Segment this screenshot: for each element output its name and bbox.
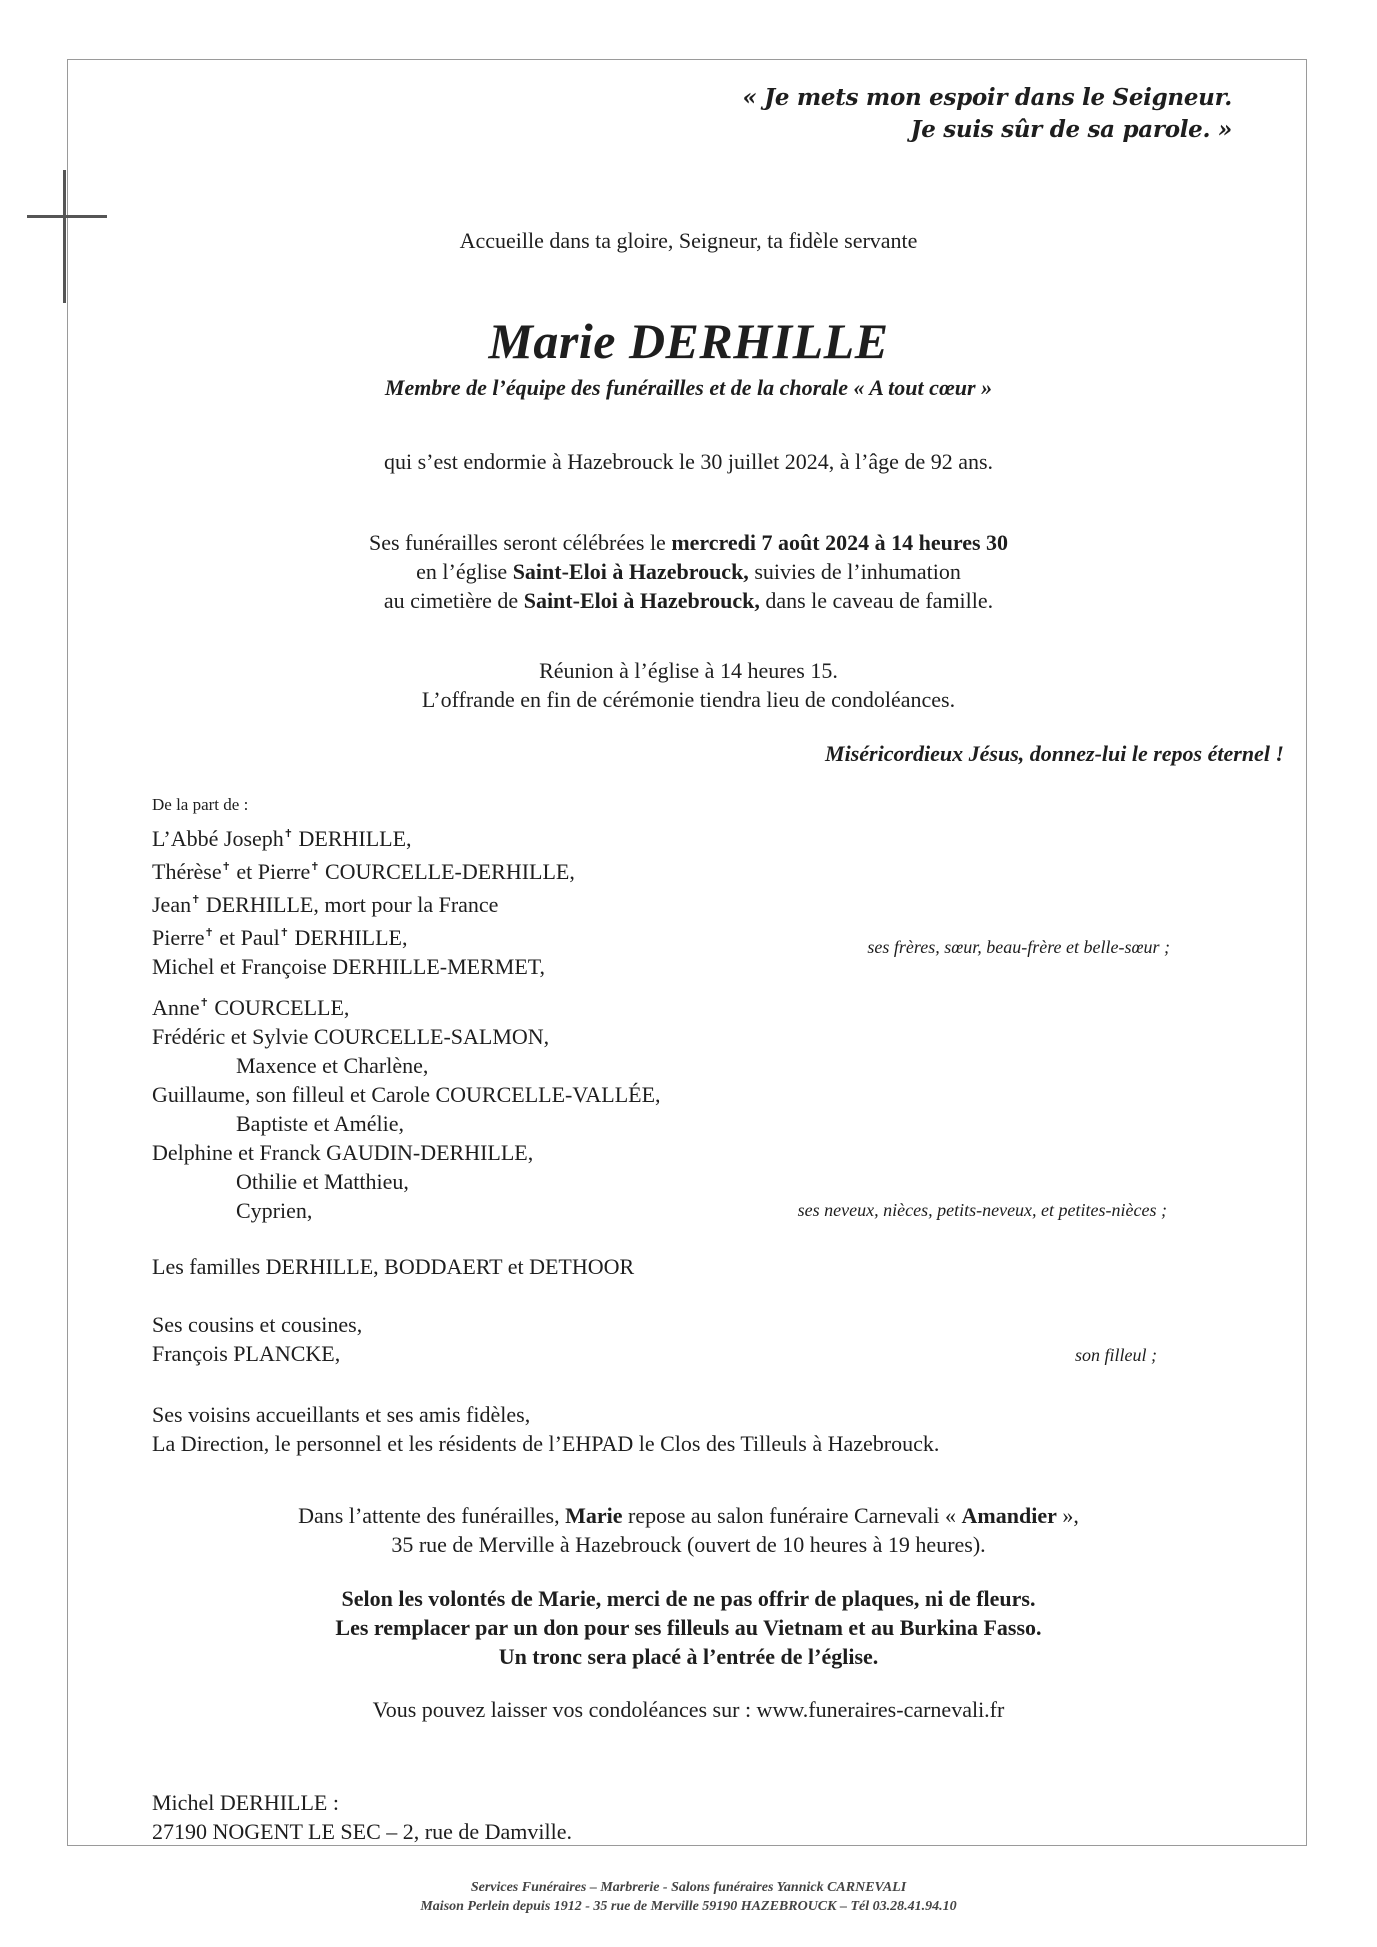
family-line: Pierre✝ et Paul✝ DERHILLE,: [152, 925, 408, 950]
epigraph-quote: [742, 82, 1232, 146]
family-line: Anne✝ COURCELLE,: [152, 995, 350, 1020]
wishes-line: Les remplacer par un don pour ses filleuls au Vietnam et au Burkina Fasso.: [335, 1615, 1042, 1640]
family-line: Baptiste et Amélie,: [236, 1111, 405, 1136]
cross-icon-bar: [27, 215, 107, 218]
funeral-line: Ses funérailles seront célébrées le mercredi 7 août 2024 à 14 heures 30: [368, 530, 1009, 555]
wishes-block: [0, 1584, 1377, 1671]
funeral-line: au cimetière de Saint-Eloi à Hazebrouck, dans le caveau de famille.: [383, 588, 994, 613]
neighbors-line: La Direction, le personnel et les résidents de l’EHPAD le Clos des Tilleuls à Hazebrouck.: [152, 1431, 940, 1456]
prayer-text: Miséricordieux Jésus, donnez-lui le repos éternel !: [825, 741, 1284, 766]
wishes-line: Un tronc sera placé à l’entrée de l’église.: [498, 1644, 879, 1669]
quote-line: « Je mets mon espoir dans le Seigneur.: [742, 84, 1232, 111]
family-line: Thérèse✝ et Pierre✝ COURCELLE-DERHILLE,: [152, 859, 575, 884]
condolences-text: Vous pouvez laisser vos condoléances sur : www.funeraires-carnevali.fr: [372, 1697, 1005, 1722]
family-line: L’Abbé Joseph✝ DERHILLE,: [152, 826, 412, 851]
family-line: Delphine et Franck GAUDIN-DERHILLE,: [152, 1140, 534, 1165]
neighbors-block: [152, 1400, 939, 1458]
cousins-line: François PLANCKE,: [152, 1341, 341, 1366]
family-line: Guillaume, son filleul et Carole COURCELLE-VALLÉE,: [152, 1082, 661, 1107]
footer-line: Services Funéraires – Marbrerie - Salons funéraires Yannick CARNEVALI: [470, 1880, 907, 1895]
meeting-line: Réunion à l’église à 14 heures 15.: [539, 658, 838, 683]
funeral-line: en l’église Saint-Eloi à Hazebrouck, suivies de l’inhumation: [416, 559, 961, 584]
salon-line: Dans l’attente des funérailles, Marie repose au salon funéraire Carnevali « Amandier »,: [298, 1503, 1079, 1528]
family-line: Michel et Françoise DERHILLE-MERMET,: [152, 954, 546, 979]
neighbors-line: Ses voisins accueillants et ses amis fidèles,: [152, 1402, 531, 1427]
relation-siblings: ses frères, sœur, beau-frère et belle-sœur ;: [867, 937, 1170, 957]
family-line: Cyprien,: [236, 1198, 313, 1223]
passing-text: qui s’est endormie à Hazebrouck le 30 juillet 2024, à l’âge de 92 ans.: [383, 449, 994, 474]
family-line: Jean✝ DERHILLE, mort pour la France: [152, 892, 499, 917]
family-group-1: [152, 820, 575, 981]
deceased-name: Marie DERHILLE: [488, 313, 889, 369]
footer-line: Maison Perlein depuis 1912 - 35 rue de Merville 59190 HAZEBROUCK – Tél 03.28.41.94.10: [420, 1899, 957, 1914]
salon-line: 35 rue de Merville à Hazebrouck (ouvert de 10 heures à 19 heures).: [391, 1532, 986, 1557]
wishes-line: Selon les volontés de Marie, merci de ne pas offrir de plaques, ni de fleurs.: [341, 1586, 1036, 1611]
intro-text: Accueille dans ta gloire, Seigneur, ta fidèle servante: [459, 228, 918, 253]
funeral-details: [0, 528, 1377, 615]
from-label: De la part de :: [152, 795, 249, 814]
cousins-line: Ses cousins et cousines,: [152, 1312, 363, 1337]
cousins-block: [152, 1310, 362, 1368]
contact-block: [152, 1788, 572, 1846]
family-line: Othilie et Matthieu,: [236, 1169, 409, 1194]
meeting-info: [0, 656, 1377, 714]
family-line: Maxence et Charlène,: [236, 1053, 429, 1078]
family-line: Frédéric et Sylvie COURCELLE-SALMON,: [152, 1024, 550, 1049]
quote-line: Je suis sûr de sa parole. »: [910, 116, 1232, 143]
salon-info: [0, 1501, 1377, 1559]
relation-godson: son filleul ;: [1075, 1345, 1157, 1365]
relation-nephews: ses neveux, nièces, petits-neveux, et petites-nièces ;: [797, 1200, 1167, 1220]
footer: [0, 1878, 1377, 1916]
contact-line: Michel DERHILLE :: [152, 1790, 339, 1815]
family-group-2: [152, 989, 661, 1225]
contact-line: 27190 NOGENT LE SEC – 2, rue de Damville.: [152, 1819, 572, 1844]
deceased-role: Membre de l’équipe des funérailles et de la chorale « A tout cœur »: [384, 375, 993, 400]
families-line: Les familles DERHILLE, BODDAERT et DETHOOR: [152, 1254, 635, 1279]
meeting-line: L’offrande en fin de cérémonie tiendra lieu de condoléances.: [421, 687, 956, 712]
